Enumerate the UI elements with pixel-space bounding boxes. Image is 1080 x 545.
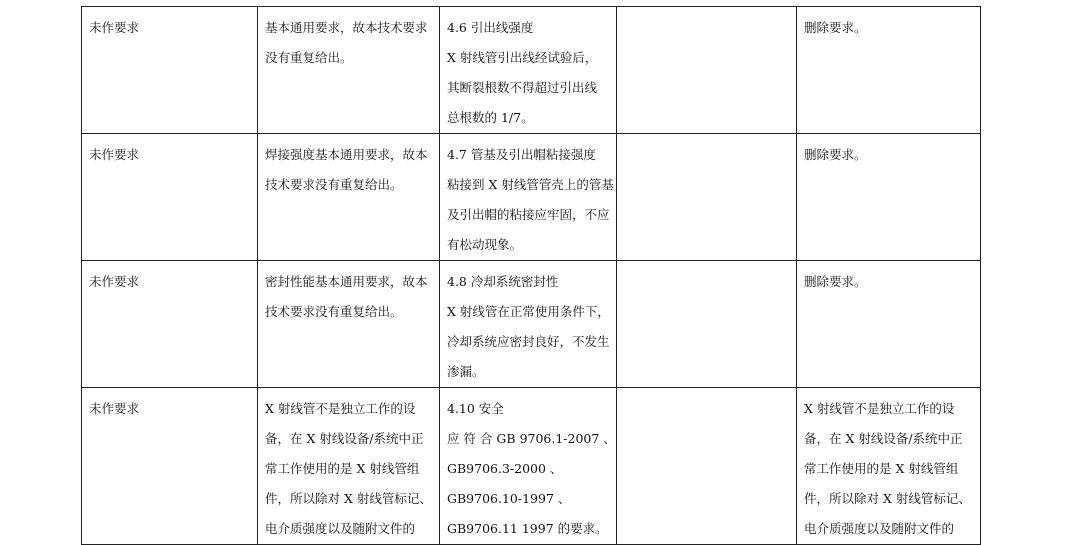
cell-text: X 射线管在正常使用条件下， — [447, 304, 610, 319]
cell-text: 密封性能基本通用要求，故本 — [265, 274, 428, 289]
cell-text: 应 符 合 GB 9706.1-2007 、 — [447, 431, 616, 446]
cell-text: 未作要求 — [89, 147, 140, 162]
cell-text: 未作要求 — [89, 20, 140, 35]
cell-explanation — [258, 388, 440, 545]
cell-standard-requirement — [82, 261, 258, 388]
cell-text: X 射线管引出线经试验后， — [447, 50, 598, 65]
cell-standard-requirement — [82, 7, 258, 134]
cell-text: 删除要求。 — [804, 147, 867, 162]
cell-text: 件，所以除对 X 射线管标记、 — [804, 491, 971, 506]
table-row — [82, 7, 981, 134]
cell-text: GB9706.11 1997 的要求。 — [447, 521, 608, 536]
cell-clause — [440, 134, 617, 261]
cell-text: 删除要求。 — [804, 20, 867, 35]
cell-text: 焊接强度基本通用要求，故本 — [265, 147, 428, 162]
cell-text: 总根数的 1/7。 — [447, 110, 534, 125]
cell-text: X 射线管不是独立工作的设 — [265, 401, 416, 416]
cell-text: 有松动现象。 — [447, 237, 523, 252]
cell-text: 其断裂根数不得超过引出线 — [447, 80, 598, 95]
cell-explanation — [258, 134, 440, 261]
cell-standard-requirement — [82, 388, 258, 545]
cell-explanation — [258, 261, 440, 388]
cell-text: 及引出帽的粘接应牢固，不应 — [447, 207, 610, 222]
cell-standard-requirement — [82, 134, 258, 261]
cell-empty — [617, 261, 797, 388]
cell-explanation — [258, 7, 440, 134]
cell-text: 备，在 X 射线设备/系统中正 — [804, 431, 963, 446]
cell-text: GB9706.10-1997 、 — [447, 491, 571, 506]
cell-empty — [617, 7, 797, 134]
cell-remark — [797, 7, 981, 134]
cell-clause — [440, 261, 617, 388]
cell-text: 4.7 管基及引出帽粘接强度 — [447, 147, 596, 162]
cell-text: 未作要求 — [89, 401, 140, 416]
cell-text: 技术要求没有重复给出。 — [265, 177, 403, 192]
cell-text: 基本通用要求，故本技术要求 — [265, 20, 428, 35]
cell-text: 冷却系统应密封良好，不发生 — [447, 334, 610, 349]
cell-text: 电介质强度以及随附文件的 — [804, 521, 955, 536]
cell-text: 4.6 引出线强度 — [447, 20, 534, 35]
cell-text: 技术要求没有重复给出。 — [265, 304, 403, 319]
cell-text: 常工作使用的是 X 射线管组 — [265, 461, 420, 476]
cell-text: X 射线管不是独立工作的设 — [804, 401, 955, 416]
cell-text: 渗漏。 — [447, 364, 485, 379]
cell-text: 没有重复给出。 — [265, 50, 353, 65]
table-row — [82, 388, 981, 545]
cell-text: 删除要求。 — [804, 274, 867, 289]
cell-text: 4.8 冷却系统密封性 — [447, 274, 559, 289]
cell-clause — [440, 7, 617, 134]
cell-text: 件，所以除对 X 射线管标记、 — [265, 491, 432, 506]
cell-text: 电介质强度以及随附文件的 — [265, 521, 416, 536]
cell-remark — [797, 134, 981, 261]
cell-remark — [797, 388, 981, 545]
cell-text: 未作要求 — [89, 274, 140, 289]
cell-text: GB9706.3-2000 、 — [447, 461, 563, 476]
cell-text: 常工作使用的是 X 射线管组 — [804, 461, 959, 476]
table-row — [82, 134, 981, 261]
cell-text: 4.10 安全 — [447, 401, 504, 416]
cell-text: 备，在 X 射线设备/系统中正 — [265, 431, 424, 446]
cell-clause — [440, 388, 617, 545]
cell-empty — [617, 388, 797, 545]
cell-empty — [617, 134, 797, 261]
cell-text: 粘接到 X 射线管管壳上的管基 — [447, 177, 614, 192]
table-row — [82, 261, 981, 388]
requirements-comparison-table — [81, 6, 981, 545]
cell-remark — [797, 261, 981, 388]
